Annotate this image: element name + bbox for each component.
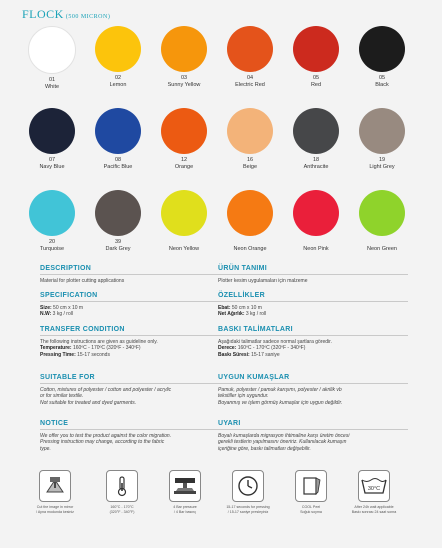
swatch-neon-green: [352, 190, 412, 252]
notice-text: We offer you to test the product against the color migration. Pressing instruction may change, according to the fabric type.: [40, 433, 172, 452]
swatch-lemon: [88, 26, 148, 88]
peel-icon: [295, 470, 327, 502]
color-circle: [227, 190, 273, 236]
divider: [218, 383, 408, 384]
swatch-navy-blue: [22, 108, 82, 170]
title-subtitle: (500 MICRON): [65, 14, 111, 20]
wash-icon: [358, 470, 390, 502]
swatch-name: Neon Orange: [233, 245, 267, 252]
color-circle: [293, 108, 339, 154]
tanim-heading: ÜRÜN TANIMI: [218, 265, 268, 272]
swatch-code: 05: [378, 75, 386, 81]
color-circle: [227, 108, 273, 154]
clock-icon: [232, 470, 264, 502]
swatch-name: Red: [310, 81, 322, 88]
pressure-instruction: 4 Bar pressure / 4 Bar basınç: [160, 470, 210, 514]
color-circle: [29, 108, 75, 154]
swatch-dark-grey: [88, 190, 148, 252]
instruction-icons: [30, 470, 420, 540]
swatch-code: 07: [48, 157, 56, 163]
page-title: [22, 7, 110, 22]
wash-instruction: 30°C After 24h wait applicable Baskı sonrası 24 saat sonra: [349, 470, 399, 514]
swatch-name: Pacific Blue: [103, 163, 133, 170]
color-circle: [293, 190, 339, 236]
press-icon: [169, 470, 201, 502]
suitable-heading: SUITABLE FOR: [40, 374, 95, 381]
swatch-pacific-blue: [88, 108, 148, 170]
swatch-white: [22, 26, 82, 90]
color-circle: [161, 26, 207, 72]
cut-instruction: Cut the image in mirror / Ayna modunda kesiniz: [30, 470, 80, 514]
uygun-section: [218, 374, 408, 406]
ozellik-text: Ebat: 50 cm x 10 m Net Ağırlık: 3 kg / roll: [218, 305, 267, 318]
swatch-black: [352, 26, 412, 88]
swatch-code: 08: [114, 157, 122, 163]
swatch-name: Neon Green: [367, 245, 397, 252]
divider: [40, 335, 230, 336]
uygun-heading: UYGUN KUMAŞLAR: [218, 374, 290, 381]
swatch-name: Navy Blue: [39, 163, 65, 170]
peel-instruction: COOL Peel Soğuk soyma: [286, 470, 336, 514]
transfer-section: [40, 326, 230, 358]
divider: [40, 383, 230, 384]
swatch-name: Lemon: [109, 81, 127, 88]
color-circle: [293, 26, 339, 72]
divider: [218, 335, 408, 336]
swatch-code: 19: [378, 157, 386, 163]
swatch-neon-orange: [220, 190, 280, 252]
notice-section: [40, 420, 230, 452]
thermometer-icon: [106, 470, 138, 502]
temperature-instruction: 160°C - 170°C (320°F - 340°F): [97, 470, 147, 514]
color-circle: [359, 26, 405, 72]
baski-text: Aşağıdaki talimatlar sadece normal şartlara göredir. Derece: 160ºC - 170ºC (320ºF - 340ºF) Baskı Süresi: 15-17 saniye: [218, 339, 332, 358]
time-instruction: 15-17 seconds for pressing / 15-17 saniye presleyiniz: [223, 470, 273, 514]
ozellik-heading: ÖZELLİKLER: [218, 292, 265, 299]
swatch-name: Orange: [174, 163, 194, 170]
cut-icon: [39, 470, 71, 502]
swatch-code: 01: [48, 77, 56, 83]
baski-section: [218, 326, 408, 358]
specification-heading: SPECIFICATION: [40, 292, 98, 299]
swatch-beige: [220, 108, 280, 170]
color-circle: [227, 26, 273, 72]
swatch-code: 02: [114, 75, 122, 81]
divider: [40, 274, 230, 275]
swatch-name: Beige: [242, 163, 258, 170]
swatch-code: 16: [246, 157, 254, 163]
uyari-section: [218, 420, 408, 452]
swatch-name: Anthracite: [303, 163, 329, 170]
color-circle: [95, 26, 141, 72]
swatch-code: 12: [180, 157, 188, 163]
swatch-name: Sunny Yellow: [167, 81, 201, 88]
svg-text:30°C: 30°C: [367, 486, 381, 492]
uyari-heading: UYARI: [218, 420, 241, 427]
divider: [40, 301, 230, 302]
description-heading: DESCRIPTION: [40, 265, 92, 272]
swatch-code: 05: [312, 75, 320, 81]
divider: [218, 274, 408, 275]
uyari-text: Boyalı kumaşlarda migrasyon ihtimaline karşı üretim öncesi gerekli testlerin yapılmasını öneririz. Kullanılacak kumaşın içeriğine göre, baskı talimatları değişebilir.: [218, 433, 350, 452]
color-circle: [29, 190, 75, 236]
color-circle: [359, 108, 405, 154]
specification-text: Size: 50 cm x 10 m N.W: 3 kg / roll: [40, 305, 84, 318]
transfer-text: The following instructions are given as guideline only. Temperature: 160ºC - 170ºC (320ºF - 340ºF) Pressing Time: 15-17 seconds: [40, 339, 158, 358]
description-section: [40, 265, 230, 284]
suitable-text: Cotton, mixtures of polyester / cotton and polyester / acrylic or for similar textile. Not suitable for treated and dyed garments.: [40, 387, 172, 406]
color-circle: [161, 190, 207, 236]
swatch-code: 39: [114, 239, 122, 245]
swatch-neon-pink: [286, 190, 346, 252]
swatch-code: 03: [180, 75, 188, 81]
suitable-section: [40, 374, 230, 406]
swatch-code: 20: [48, 239, 56, 245]
color-circle: [161, 108, 207, 154]
swatch-name: Dark Grey: [105, 245, 131, 252]
divider: [218, 429, 408, 430]
ozellik-section: [218, 292, 408, 318]
swatch-name: Electric Red: [235, 81, 265, 88]
notice-heading: NOTICE: [40, 420, 69, 427]
swatch-code: 18: [312, 157, 320, 163]
divider: [40, 429, 230, 430]
swatch-sunny-yellow: [154, 26, 214, 88]
swatch-light-grey: [352, 108, 412, 170]
color-circle: [359, 190, 405, 236]
tanim-text: Plotter kesim uygulamaları için malzeme: [218, 278, 308, 284]
swatch-name: Black: [375, 81, 389, 88]
swatch-orange: [154, 108, 214, 170]
description-text: Material for plotter cutting applications: [40, 278, 125, 284]
uygun-text: Pamuk, polyester / pamuk karışımı, polyester / akrilik vb tekstiller için uygundur. Boyanmış ve işlem görmüş kumaşlar için uygun değildir.: [218, 387, 343, 406]
swatch-red: [286, 26, 346, 88]
swatch-name: Turquoise: [39, 245, 65, 252]
divider: [218, 301, 408, 302]
tanim-section: [218, 265, 408, 284]
title-main: FLOCK: [22, 7, 64, 21]
color-circle: [95, 108, 141, 154]
swatch-electric-red: [220, 26, 280, 88]
swatch-turquoise: [22, 190, 82, 252]
swatch-code: 04: [246, 75, 254, 81]
specification-section: [40, 292, 230, 318]
swatch-name: Neon Yellow: [168, 245, 200, 252]
swatch-name: Light Grey: [369, 163, 395, 170]
color-circle: [28, 26, 76, 74]
swatch-neon-yellow: [154, 190, 214, 252]
baski-heading: BASKI TALİMATLARI: [218, 326, 293, 333]
swatch-anthracite: [286, 108, 346, 170]
color-circle: [95, 190, 141, 236]
swatch-name: Neon Pink: [303, 245, 329, 252]
swatch-name: White: [44, 83, 60, 90]
transfer-heading: TRANSFER CONDITION: [40, 326, 125, 333]
